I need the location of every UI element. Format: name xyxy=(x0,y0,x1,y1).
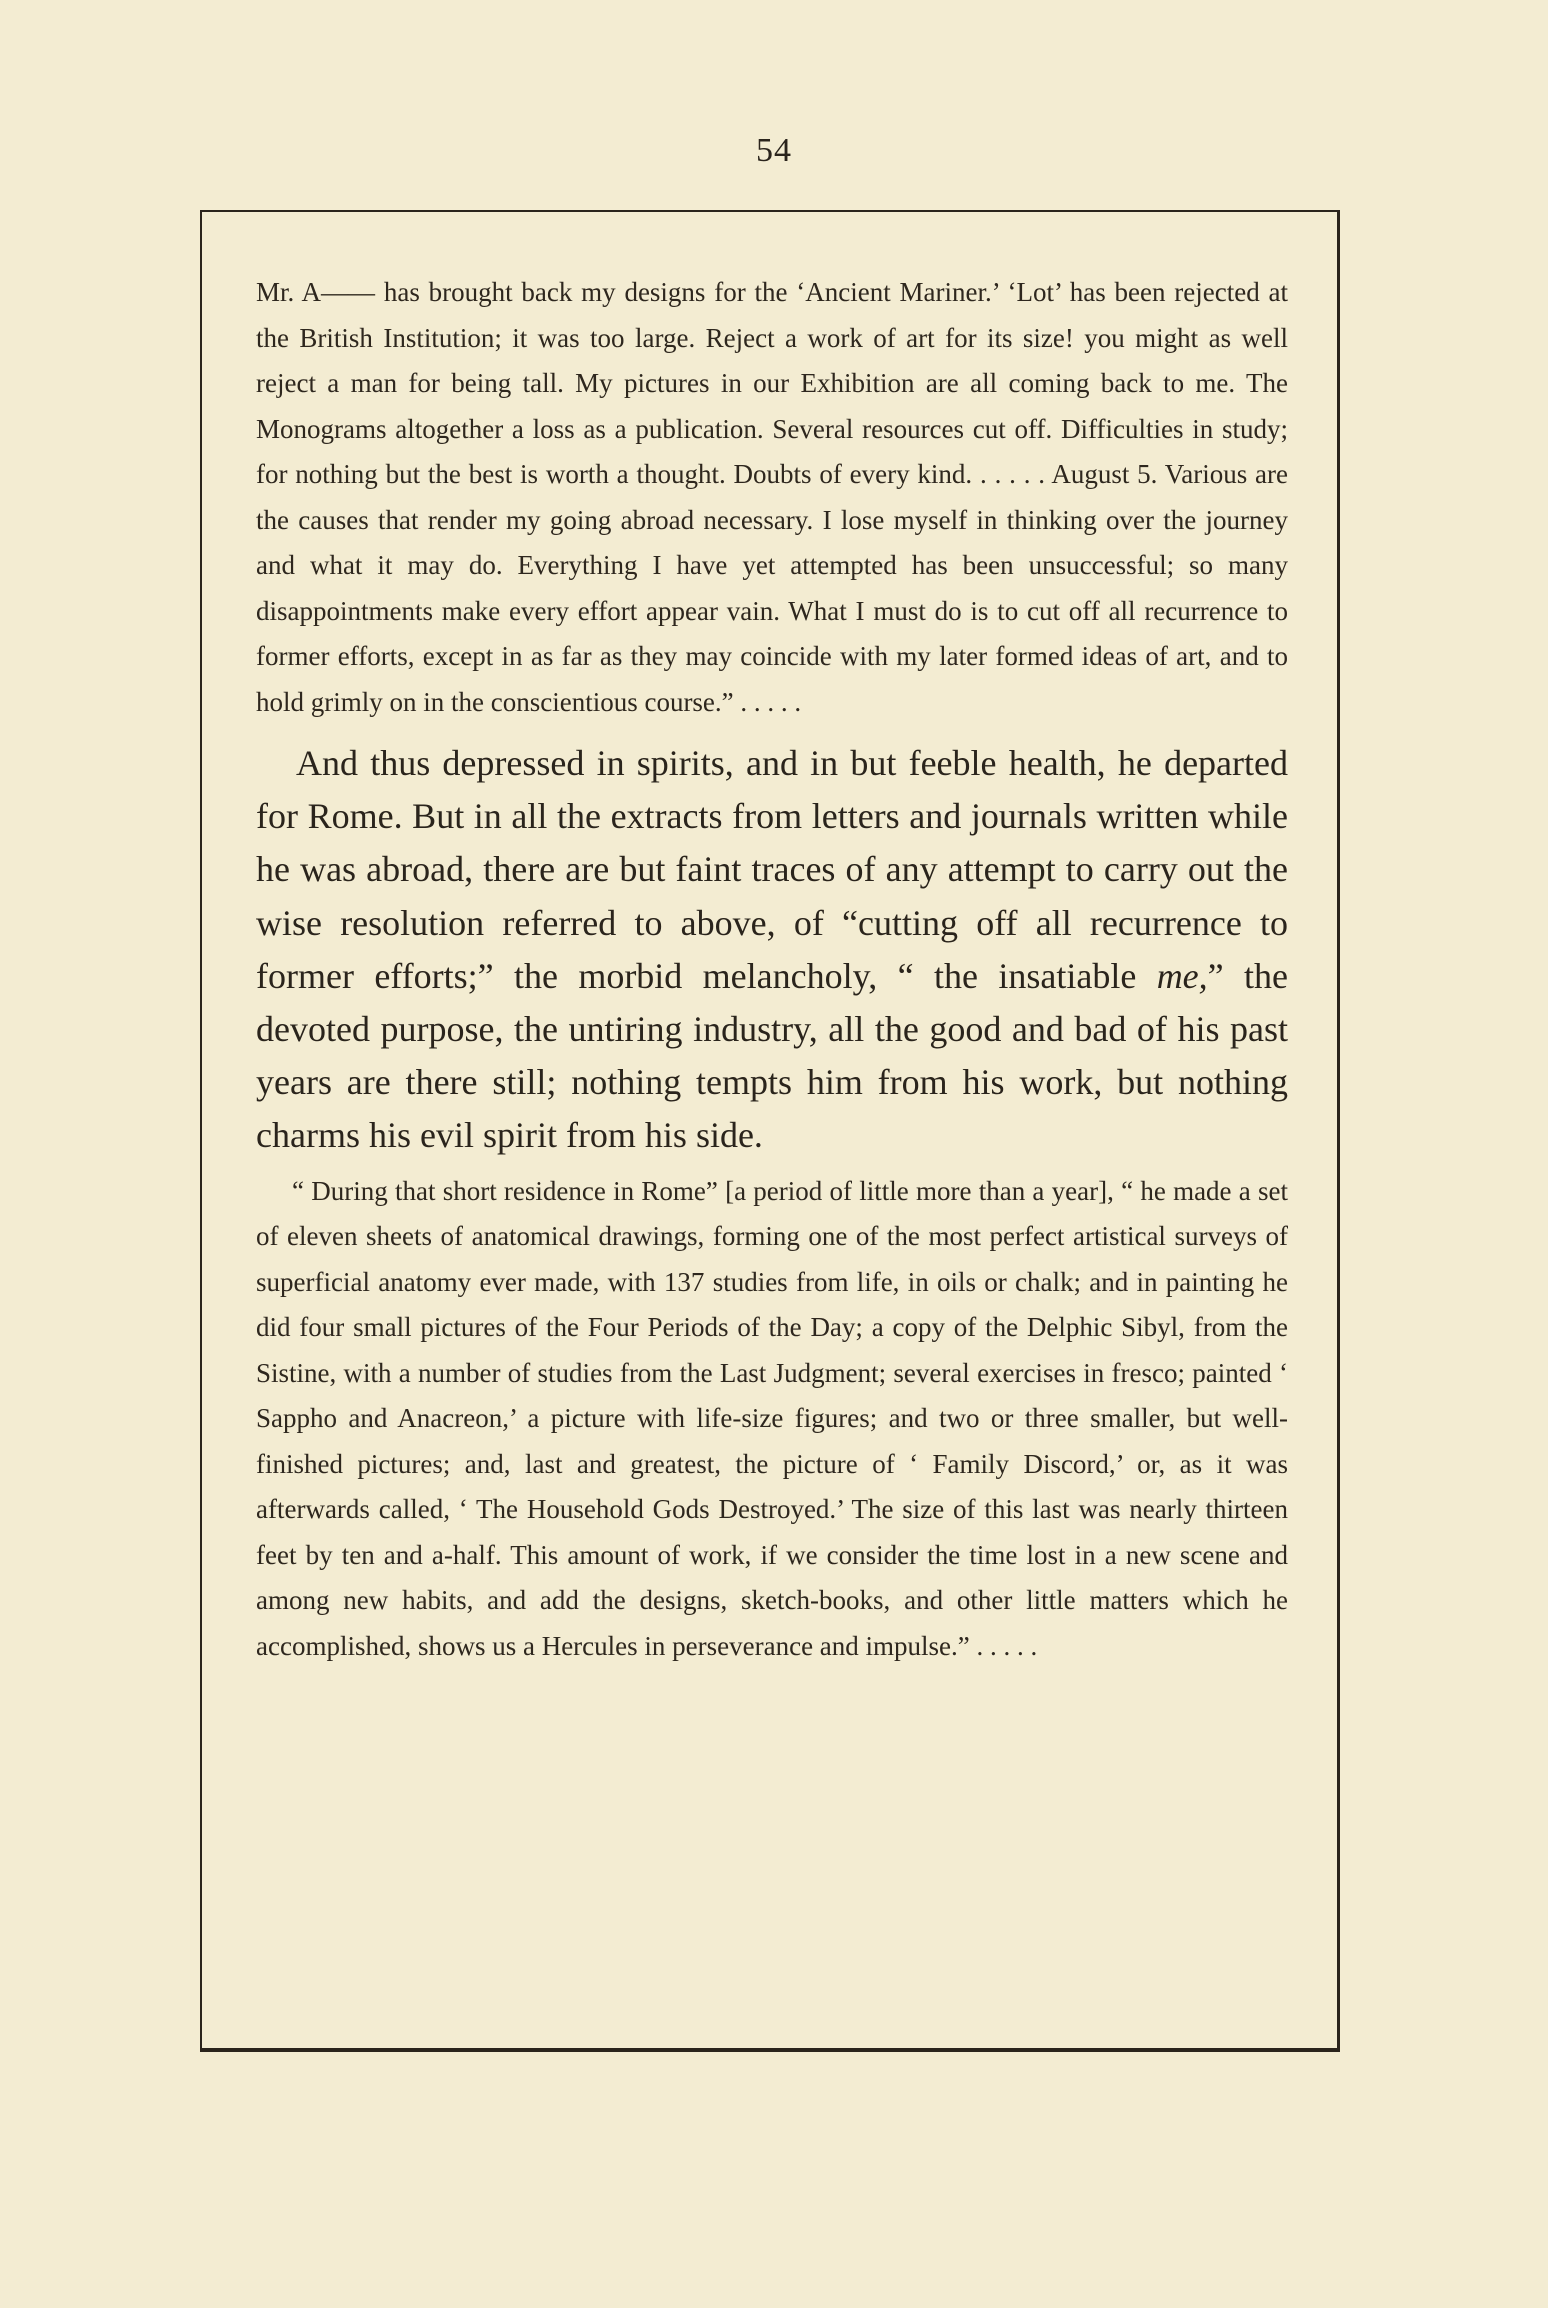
narrative-text-part-1: And thus depressed in spirits, and in but feeble health, he departed for Rome. But in all the extracts from letters and journals written while he was abroad, there are but faint traces of any attempt to carry out the wise resolution referred to above, of “cutting off all recurrence to former efforts;” the morbid melancholy, “ the insatiable xyxy=(256,743,1288,996)
narrative-emphasis: me, xyxy=(1156,955,1208,996)
page-number: 54 xyxy=(756,132,792,169)
quoted-residence-extract: “ During that short residence in Rome” [a period of little more than a year], “ he made a set of eleven sheets of anatomical drawings, forming one of the most perfect artistical surveys of superficial anatomy ever made, with 137 studies from life, in oils or chalk; and in painting he did four small pictures of the Four Periods of the Day; a copy of the Delphic Sibyl, from the Sistine, with a number of studies from the Last Judgment; several exercises in fresco; painted ‘ Sappho and Anacreon,’ a picture with life-size figures; and two or three smaller, but well-finished pictures; and, last and greatest, the picture of ‘ Family Discord,’ or, as it was afterwards called, ‘ The Household Gods Destroyed.’ The size of this last was nearly thirteen feet by ten and a-half. This amount of work, if we consider the time lost in a new scene and among new habits, and add the designs, sketch-books, and other little matters which he accomplished, shows us a Hercules in perseverance and impulse.” . . . . . xyxy=(256,1175,1288,1661)
narrative-text-part-2: ” the devoted purpose, the untiring industry, all the good and bad of his past years are there still; nothing tempts him from his work, but nothing charms his evil spirit from his side. xyxy=(256,955,1289,1156)
quoted-journal-extract: Mr. A—— has brought back my designs for the ‘Ancient Mariner.’ ‘Lot’ has been rejected at the British Institution; it was too large. Reject a work of art for its size! you might as well reject a man for being tall. My pictures in our Exhibition are all coming back to me. The Monograms altogether a loss as a publication. Several resources cut off. Difficulties in study; for nothing but the best is worth a thought. Doubts of every kind. . . . . . August 5. Various are the causes that render my going abroad necessary. I lose myself in thinking over the journey and what it may do. Everything I have yet attempted has been unsuccessful; so many disappointments make every effort appear vain. What I must do is to cut off all recurrence to former efforts, except in as far as they may coincide with my later formed ideas of art, and to hold grimly on in the conscientious course.” . . . . . xyxy=(256,277,1288,717)
text-block xyxy=(256,270,1288,1669)
narrative-paragraph xyxy=(256,737,1288,1163)
